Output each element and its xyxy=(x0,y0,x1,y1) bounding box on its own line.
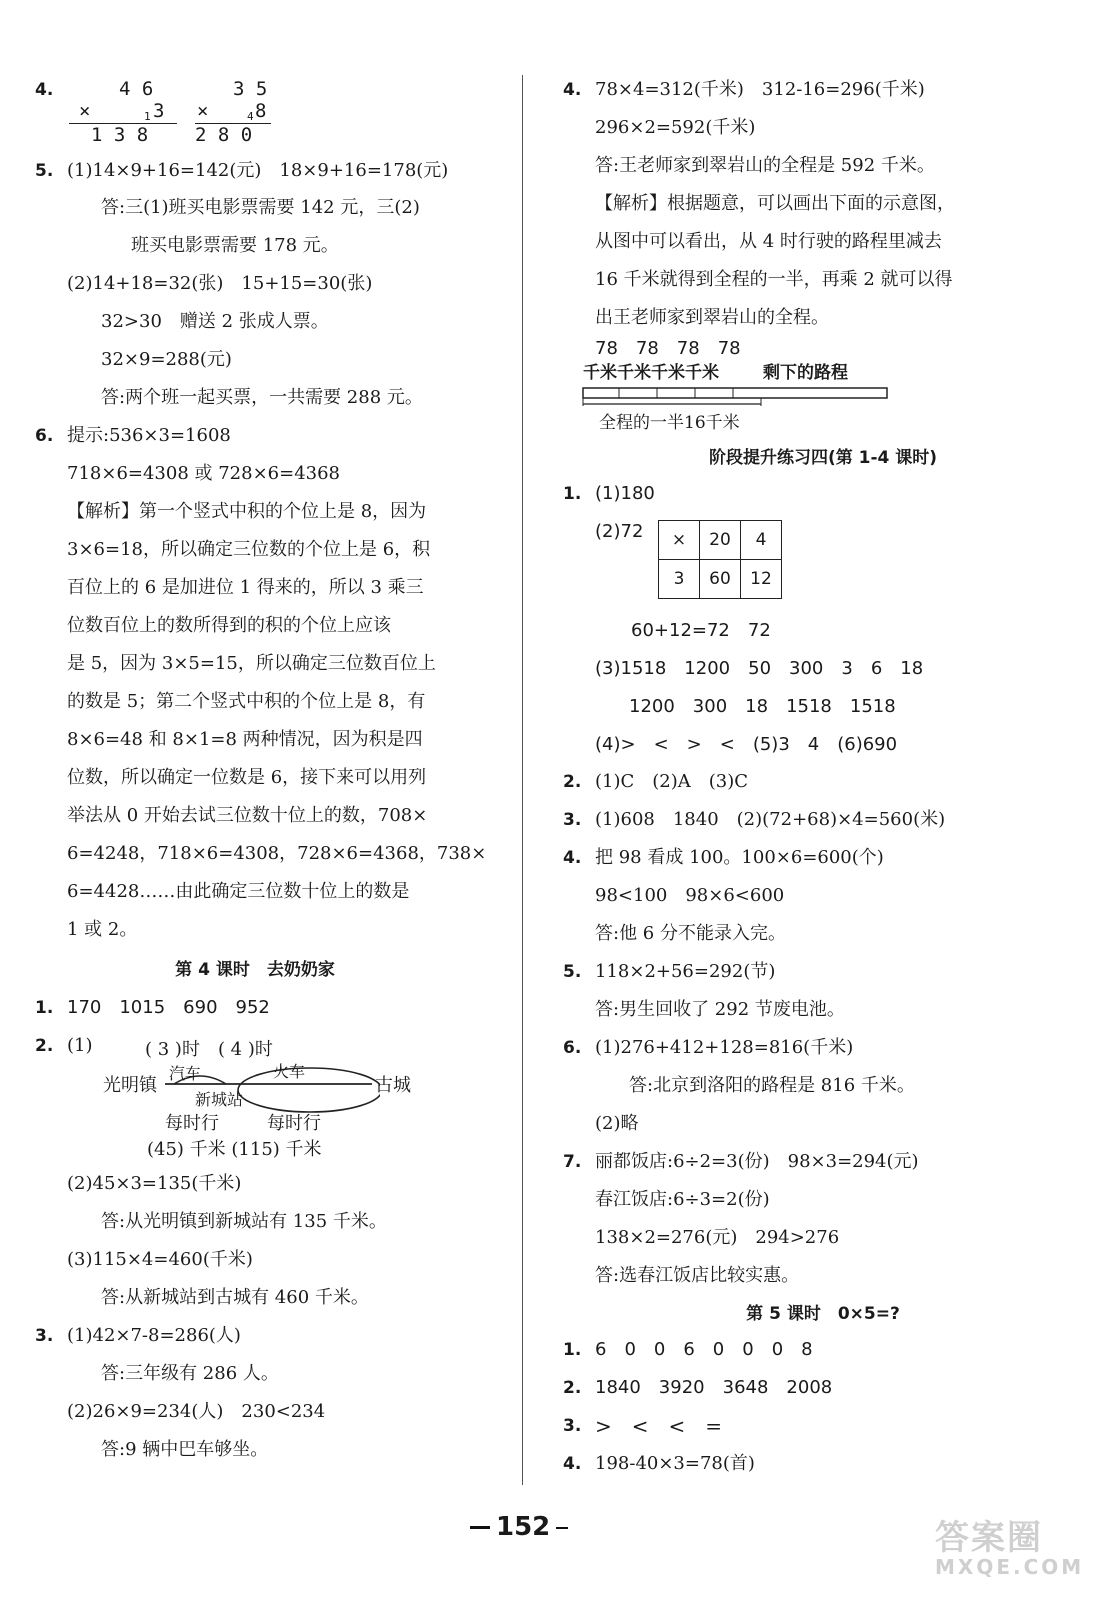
answer-line: (2)45×3=135(千米) xyxy=(67,1173,242,1194)
answer-line: 位数百位上的数所得到的积的个位上应该 xyxy=(67,615,391,636)
answer-line: 8×6=48 和 8×1=8 两种情况，因为积是四 xyxy=(67,729,423,750)
answer-line: 班买电影票需要 178 元。 xyxy=(131,235,339,256)
question-number: 1. xyxy=(563,1340,582,1360)
station-label: 新城站 xyxy=(195,1090,244,1109)
question-number: 2. xyxy=(563,772,582,792)
times-sign: × xyxy=(79,100,91,122)
watermark-url: MXQE.COM xyxy=(935,1555,1085,1579)
answer-line: 答:北京到洛阳的路程是 816 千米。 xyxy=(629,1075,915,1096)
multiplier: 3 xyxy=(153,100,165,122)
answer-line: 答:三(1)班买电影票需要 142 元，三(2) xyxy=(101,197,420,218)
carry-digit: 1 xyxy=(144,110,151,123)
speeds-label: (45) 千米 (115) 千米 xyxy=(147,1139,322,1160)
answer-line: 98<100 98×6<600 xyxy=(595,885,785,906)
answer-line: 答:三年级有 286 人。 xyxy=(101,1363,279,1384)
answer-line: 118×2+56=292(节) xyxy=(595,961,776,982)
hours-label: ( 3 )时 ( 4 )时 xyxy=(145,1039,273,1060)
lesson-title: 第 5 课时 0×5=? xyxy=(746,1304,900,1324)
answer-line: 春江饭店:6÷3=2(份) xyxy=(595,1189,770,1210)
answer-line: 提示:536×3=1608 xyxy=(67,425,231,446)
answer-line: (1)C (2)A (3)C xyxy=(595,771,749,792)
page-dash xyxy=(556,1527,568,1529)
answer-line: 78×4=312(千米) 312-16=296(千米) xyxy=(595,79,925,100)
grid-cell: × xyxy=(659,521,700,560)
carry-digit: 4 xyxy=(247,110,254,123)
times-sign: × xyxy=(197,100,209,122)
answer-line: 位数，所以确定一位数是 6，接下来可以用列 xyxy=(67,767,427,788)
answer-line: (1)276+412+128=816(千米) xyxy=(595,1037,854,1058)
answer-line: (2)72 xyxy=(595,521,644,542)
answer-line: 举法从 0 开始去试三位数十位上的数，708× xyxy=(67,805,428,826)
question-number: 3. xyxy=(563,810,582,830)
answer-line: 【解析】根据题意，可以画出下面的示意图， xyxy=(595,193,955,214)
answer-line: (2)14+18=32(张) 15+15=30(张) xyxy=(67,273,373,294)
answer-line: (3)1518 1200 50 300 3 6 18 xyxy=(595,658,924,679)
answer-line: (1)42×7-8=286(人) xyxy=(67,1325,241,1346)
answer-line: 6=4248，718×6=4308，728×6=4368，738× xyxy=(67,843,487,864)
end-town: 古城 xyxy=(375,1075,411,1096)
answer-line: 答:从光明镇到新城站有 135 千米。 xyxy=(101,1211,387,1232)
vertical-calc-2 xyxy=(195,78,315,148)
answer-line: (4)> < > < (5)3 4 (6)690 xyxy=(595,734,898,755)
part-label: (1) xyxy=(67,1035,93,1056)
question-number: 4. xyxy=(35,80,54,100)
answer-line: 是 5，因为 3×5=15，所以确定三位数百位上 xyxy=(67,653,436,674)
question-number: 4. xyxy=(563,848,582,868)
page-dash xyxy=(470,1526,490,1529)
distance-labels: 78 78 78 78 xyxy=(595,338,741,359)
question-number: 4. xyxy=(563,80,582,100)
half-label: 全程的一半16千米 xyxy=(599,413,740,433)
question-number: 1. xyxy=(563,484,582,504)
answer-line: 答:两个班一起买票，一共需要 288 元。 xyxy=(101,387,423,408)
answer-line: (1)14×9+16=142(元) 18×9+16=178(元) xyxy=(67,160,449,181)
answer-line: 1 或 2。 xyxy=(67,919,138,940)
product: 2 8 0 xyxy=(195,124,253,146)
question-number: 5. xyxy=(35,161,54,181)
answer-line: 296×2=592(千米) xyxy=(595,117,756,138)
question-number: 7. xyxy=(563,1152,582,1172)
answer-line: 百位上的 6 是加进位 1 得来的，所以 3 乘三 xyxy=(67,577,424,598)
page-number xyxy=(470,1512,568,1542)
section-title: 阶段提升练习四(第 1-4 课时) xyxy=(708,448,938,468)
answer-line: 138×2=276(元) 294>276 xyxy=(595,1227,840,1248)
answer-line: 32>30 赠送 2 张成人票。 xyxy=(101,311,329,332)
question-number: 4. xyxy=(563,1454,582,1474)
answer-line: 的数是 5；第二个竖式中积的个位上是 8，有 xyxy=(67,691,426,712)
answer-line: 32×9=288(元) xyxy=(101,349,232,370)
product: 1 3 8 xyxy=(91,124,149,146)
segment-labels: 千米千米千米千米 xyxy=(583,363,719,383)
answer-line: 答:9 辆中巴车够坐。 xyxy=(101,1439,269,1460)
question-number: 1. xyxy=(35,998,54,1018)
multiplier: 8 xyxy=(255,100,267,122)
grid-cell: 4 xyxy=(741,521,782,560)
answer-line: (3)115×4=460(千米) xyxy=(67,1249,253,1270)
answer-line: (2)26×9=234(人) 230<234 xyxy=(67,1401,326,1422)
answer-line: 出王老师家到翠岩山的全程。 xyxy=(595,307,829,328)
question-number: 5. xyxy=(563,962,582,982)
answer-line: 3×6=18，所以确定三位数的个位上是 6，积 xyxy=(67,539,431,560)
answer-line: 16 千米就得到全程的一半，再乘 2 就可以得 xyxy=(595,269,953,290)
question-number: 6. xyxy=(563,1038,582,1058)
answer-line: > < < = xyxy=(595,1414,723,1438)
answer-line: 答:王老师家到翠岩山的全程是 592 千米。 xyxy=(595,155,935,176)
answer-line: 【解析】第一个竖式中积的个位上是 8，因为 xyxy=(67,501,427,522)
vertical-calc-1 xyxy=(69,78,189,148)
answer-line: 答:男生回收了 292 节废电池。 xyxy=(595,999,845,1020)
answer-line: 答:选春江饭店比较实惠。 xyxy=(595,1265,800,1286)
train-label: 火车 xyxy=(273,1062,306,1081)
answer-line: 从图中可以看出，从 4 时行驶的路程里减去 xyxy=(595,231,942,252)
answer-line: 答:从新城站到古城有 460 千米。 xyxy=(101,1287,369,1308)
speed-label: 每时行 xyxy=(165,1113,219,1134)
answer-line: 答:他 6 分不能录入完。 xyxy=(595,923,786,944)
watermark-text: 答案圈 xyxy=(935,1518,1043,1558)
answer-line: 丽都饭店:6÷2=3(份) 98×3=294(元) xyxy=(595,1151,919,1172)
question-number: 2. xyxy=(35,1036,54,1056)
bus-label: 汽车 xyxy=(169,1064,202,1083)
grid-cell: 60 xyxy=(700,560,741,599)
multiplicand: 4 6 xyxy=(119,78,154,100)
answer-line: (1)608 1840 (2)(72+68)×4=560(米) xyxy=(595,809,946,830)
multiplication-grid xyxy=(658,520,782,599)
grid-cell: 3 xyxy=(659,560,700,599)
answer-line: 把 98 看成 100。100×6=600(个) xyxy=(595,847,884,868)
remaining-label: 剩下的路程 xyxy=(763,363,848,383)
question-number: 2. xyxy=(563,1378,582,1398)
question-number: 3. xyxy=(563,1416,582,1436)
answer-line: 6 0 0 6 0 0 0 8 xyxy=(595,1339,813,1360)
answer-line: 6=4428……由此确定三位数十位上的数是 xyxy=(67,881,410,902)
page-number-text: 152 xyxy=(496,1512,551,1542)
answer-line: 1200 300 18 1518 1518 xyxy=(629,696,896,717)
answer-line: (1)180 xyxy=(595,483,655,504)
lesson-title: 第 4 课时 去奶奶家 xyxy=(175,960,335,980)
answer-line: 170 1015 690 952 xyxy=(67,997,270,1018)
grid-cell: 20 xyxy=(700,521,741,560)
answer-line: 718×6=4308 或 728×6=4368 xyxy=(67,463,341,484)
speed-label: 每时行 xyxy=(267,1113,321,1134)
start-town: 光明镇 xyxy=(103,1075,157,1096)
watermark-logo xyxy=(935,1510,1084,1579)
answer-line: 198-40×3=78(首) xyxy=(595,1453,755,1474)
answer-line: 60+12=72 72 xyxy=(631,620,771,641)
answer-line: 1840 3920 3648 2008 xyxy=(595,1377,833,1398)
column-divider xyxy=(522,75,523,1485)
grid-cell: 12 xyxy=(741,560,782,599)
question-number: 3. xyxy=(35,1326,54,1346)
question-number: 6. xyxy=(35,426,54,446)
multiplicand: 3 5 xyxy=(233,78,268,100)
answer-line: (2)略 xyxy=(595,1113,639,1134)
